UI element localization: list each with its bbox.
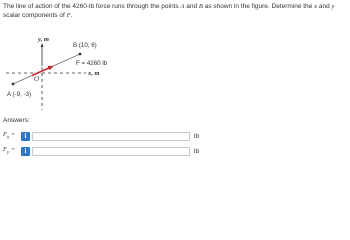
problem-text-3: as shown in the figure. Determine the [202, 3, 315, 10]
point-b-ref: B [198, 3, 203, 10]
answers-heading: Answers: [3, 117, 30, 124]
problem-text-5: scalar components of [3, 12, 67, 19]
force-arrow [32, 68, 50, 76]
point-a-label: A (-9, -3) [7, 91, 32, 98]
problem-statement [3, 2, 347, 20]
y-axis-label: y, m [38, 36, 49, 43]
point-a-marker [12, 83, 15, 86]
fx-unit: lb [194, 133, 200, 140]
answer-row-fx [3, 131, 190, 141]
answer-row-fy [3, 146, 190, 156]
fx-equals: = [10, 131, 16, 139]
fy-equals: = [10, 146, 16, 154]
fx-symbol-subscript: x [6, 135, 10, 141]
var-x-ref: x [314, 3, 318, 10]
fy-info-button[interactable]: i [21, 147, 30, 156]
var-f-ref: F [66, 12, 71, 19]
force-diagram [0, 22, 200, 112]
fy-symbol [3, 146, 21, 155]
fx-info-button[interactable]: i [21, 132, 30, 141]
problem-text-6: . [70, 12, 73, 19]
point-b-marker [79, 53, 82, 56]
force-label: F = 4260 lb [76, 60, 108, 67]
problem-text-4: and [317, 3, 332, 10]
fy-answer-input[interactable] [32, 147, 190, 156]
fx-symbol-letter: F [3, 131, 7, 139]
var-y-ref: y [331, 3, 335, 10]
fy-symbol-letter: F [3, 146, 7, 154]
x-axis-label: x, m [88, 70, 100, 77]
fx-symbol [3, 131, 21, 140]
problem-text-1: The line of action of the 4260-lb force runs through the points [3, 3, 181, 10]
fx-answer-input[interactable] [32, 132, 190, 141]
point-a-ref: A [180, 3, 185, 10]
origin-label: O [34, 75, 40, 83]
problem-text-2: and [184, 3, 199, 10]
force-arrowhead [48, 66, 54, 71]
point-b-label: B (10, 6) [73, 42, 97, 49]
fy-symbol-subscript: y [6, 150, 10, 156]
fy-unit: lb [194, 148, 200, 155]
y-axis-arrowhead [41, 43, 44, 47]
